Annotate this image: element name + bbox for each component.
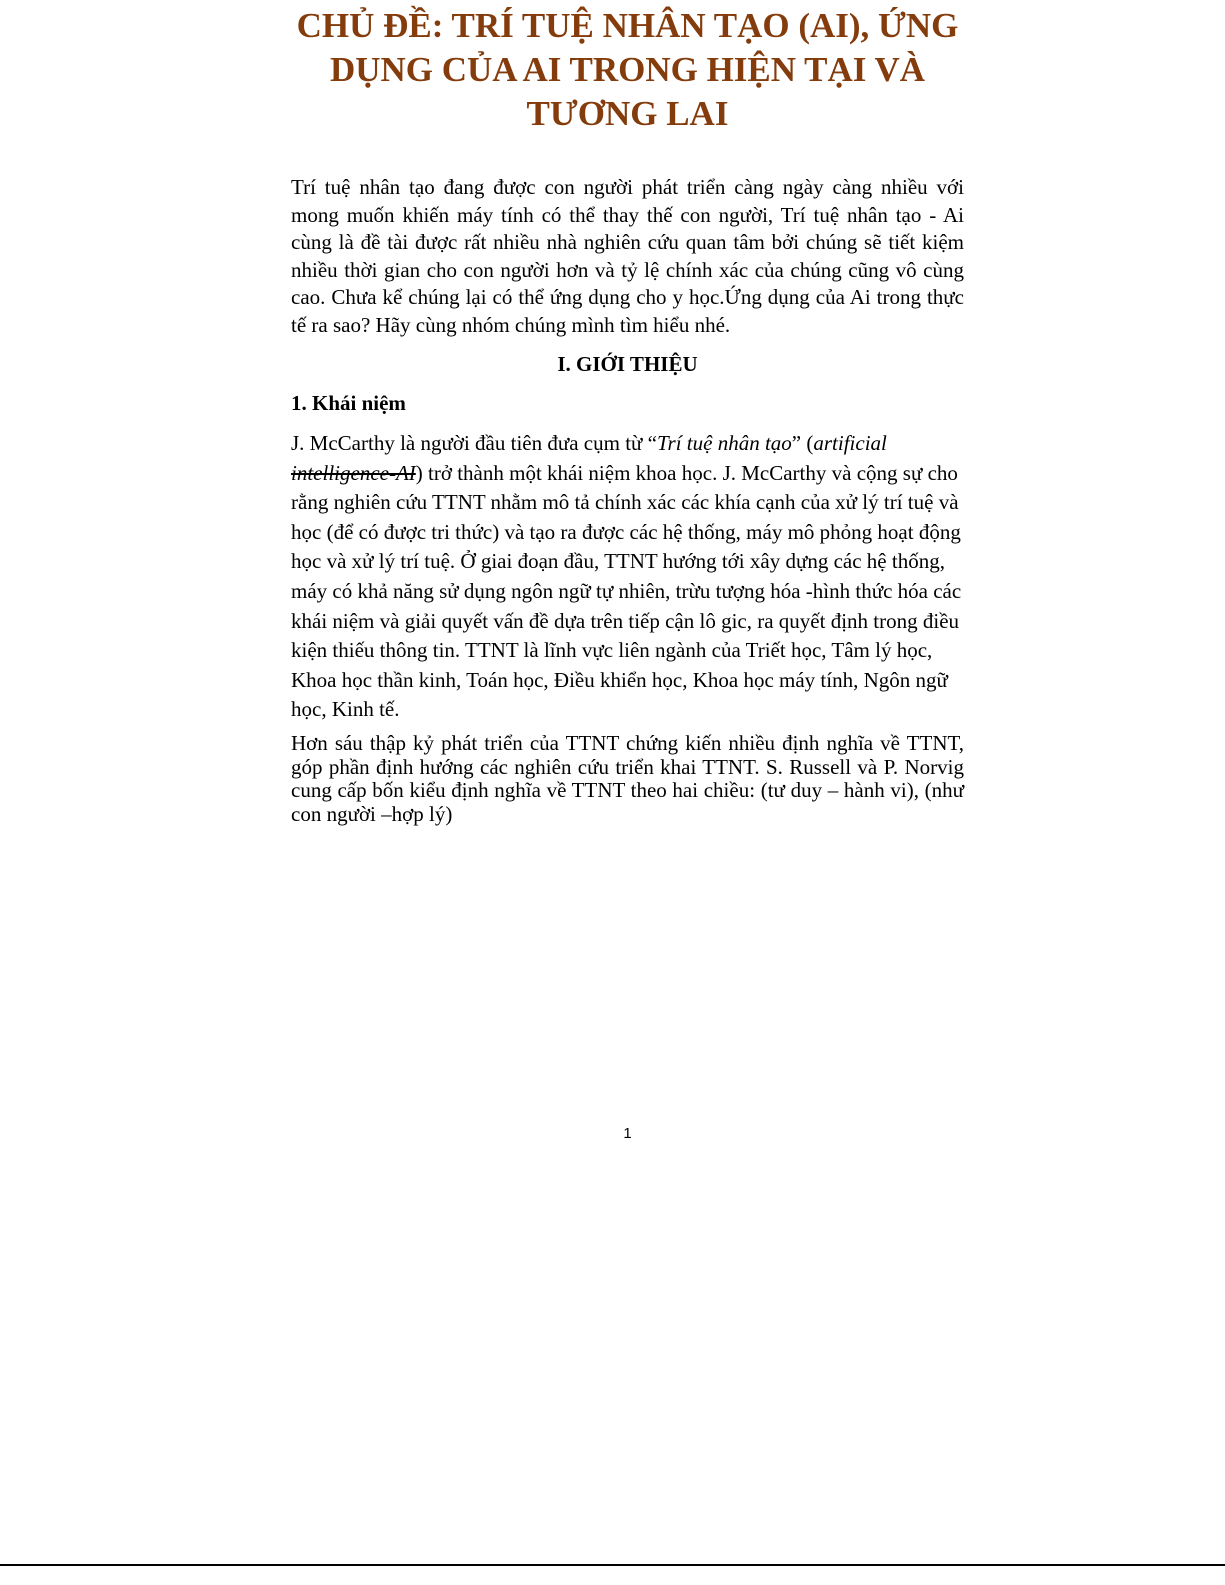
- document-title: [255, 4, 1000, 136]
- concept-text: ) trở thành một khái niệm khoa học. J. McCarthy và cộng sự cho: [415, 460, 958, 485]
- concept-line-1: [291, 429, 964, 459]
- concept-line: máy có khả năng sử dụng ngôn ngữ tự nhiên, trừu tượng hóa -hình thức hóa các: [291, 578, 962, 603]
- concept-italic-term: artificial: [813, 431, 887, 455]
- title-line-1: CHỦ ĐỀ: TRÍ TUỆ NHÂN TẠO (AI), ỨNG: [296, 6, 959, 45]
- concept-line: kiện thiếu thông tin. TTNT là lĩnh vực liên ngành của Triết học, Tâm lý học,: [291, 638, 933, 663]
- concept-paragraph: [291, 429, 964, 725]
- page-bottom-divider: [0, 1564, 1225, 1566]
- concept-line: Khoa học thần kinh, Toán học, Điều khiển học, Khoa học máy tính, Ngôn ngữ: [291, 667, 948, 692]
- concept-text: J. McCarthy là người đầu tiên đưa cụm từ “: [291, 431, 658, 455]
- intro-paragraph: Trí tuệ nhân tạo đang được con người phát triển càng ngày càng nhiều với mong muốn khiến máy tính có thể thay thế con người, Trí tuệ nhân tạo - Ai cùng là đề tài được rất nhiều nhà nghiên cứu quan tâm bởi chúng sẽ tiết kiệm nhiều thời gian cho con người hơn và tỷ lệ chính xác của chúng cũng vô cùng cao. Chưa kể chúng lại có thể ứng dụng cho y học.Ứng dụng của Ai trong thực tế ra sao? Hãy cùng nhóm chúng mình tìm hiểu nhé.: [291, 175, 964, 337]
- concept-text: ” (: [791, 431, 814, 455]
- concept-italic-term: Trí tuệ nhân tạo: [657, 431, 792, 455]
- title-line-2: DỤNG CỦA AI TRONG HIỆN TẠI VÀ: [329, 50, 926, 89]
- title-line-3: TƯƠNG LAI: [526, 94, 729, 133]
- concept-italic-term: intelligence-AI: [291, 460, 416, 485]
- concept-line: khái niệm và giải quyết vấn đề dựa trên tiếp cận lô gic, ra quyết định trong điều: [291, 608, 960, 633]
- concept-line: học và xử lý trí tuệ. Ở giai đoạn đầu, TTNT hướng tới xây dựng các hệ thống,: [291, 549, 945, 574]
- concept-line: rằng nghiên cứu TTNT nhằm mô tả chính xác các khía cạnh của xử lý trí tuệ và: [291, 490, 959, 515]
- definitions-paragraph: Hơn sáu thập kỷ phát triển của TTNT chứng kiến nhiều định nghĩa về TTNT, góp phần định hướng các nghiên cứu triển khai TTNT. S. Russell và P. Norvig cung cấp bốn kiểu định nghĩa về TTNT theo hai chiều: (tư duy – hành vi), (như con người –hợp lý): [291, 731, 964, 826]
- page-number: 1: [623, 1125, 632, 1142]
- subsection-heading: 1. Khái niệm: [291, 391, 406, 415]
- concept-line: học (để có được tri thức) và tạo ra được các hệ thống, máy mô phỏng hoạt động: [291, 519, 961, 544]
- concept-line-2: [291, 459, 964, 489]
- section-heading: I. GIỚI THIỆU: [557, 352, 698, 376]
- concept-line: học, Kinh tế.: [291, 697, 400, 722]
